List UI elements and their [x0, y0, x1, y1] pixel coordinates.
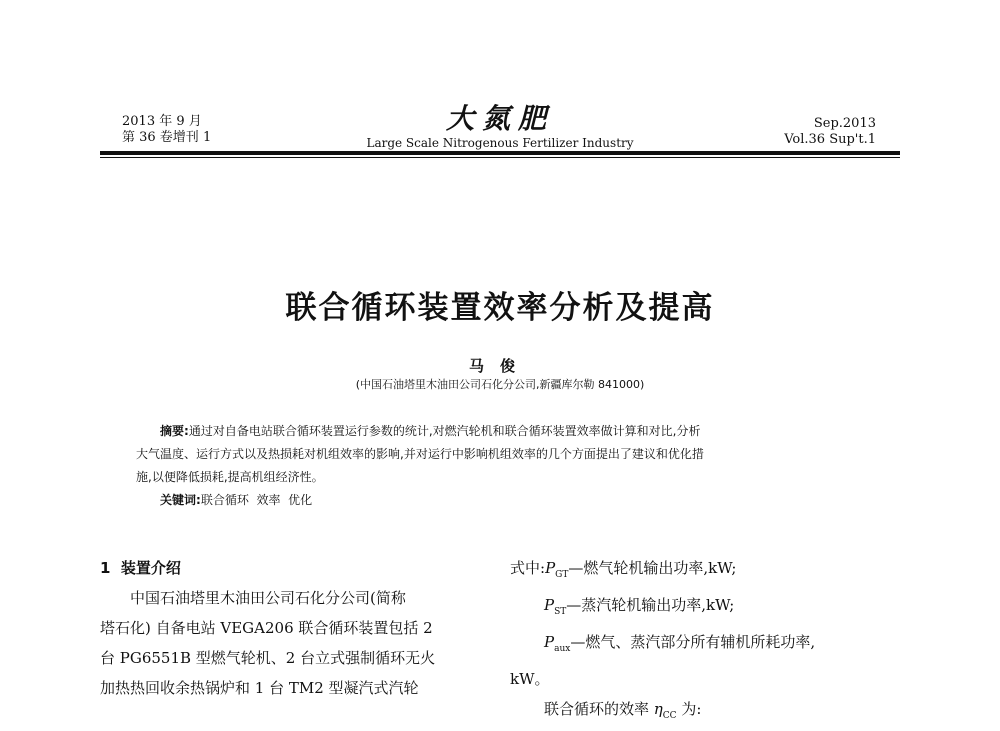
abstract [136, 420, 866, 489]
journal-date: 2013 年 9 月 [122, 114, 202, 129]
keywords [160, 491, 312, 508]
header-rule-thin [100, 157, 900, 158]
abstract-line-1 [136, 420, 866, 443]
keywords-label: 关键词: [160, 493, 201, 507]
keywords-value: 联合循环 效率 优化 [200, 493, 313, 507]
subscript-gt: GT [555, 570, 569, 580]
body-line-3: 台 PG6551B 型燃气轮机、2 台立式强制循环无火 [100, 649, 436, 667]
article-title: 联合循环装置效率分析及提高 [285, 290, 715, 326]
def-aux-text: —燃气、蒸汽部分所有辅机所耗功率, [570, 633, 816, 651]
body-left-column [100, 553, 488, 703]
efficiency-text: 联合循环的效率 [544, 700, 654, 718]
abstract-line-2: 大气温度、运行方式以及热损耗对机组效率的影响,并对运行中影响机组效率的几个方面提出了建议和优化措 [136, 447, 704, 461]
section-heading: 1 装置介绍 [100, 559, 181, 577]
author-affiliation: (中国石油塔里木油田公司石化分公司,新疆库尔勒 841000) [355, 378, 645, 391]
subscript-aux: aux [554, 644, 571, 654]
journal-volume: 第 36 卷增刊 1 [122, 130, 212, 145]
journal-date-volume-en [784, 116, 876, 148]
symbol-eta: η [653, 700, 663, 718]
body-line-1: 中国石油塔里木油田公司石化分公司(简称 [130, 589, 406, 607]
efficiency-intro [510, 694, 906, 731]
unit-line: kW。 [510, 670, 550, 688]
symbol-p-st: P [544, 596, 555, 614]
def-gt-text: —燃气轮机输出功率,kW; [568, 559, 737, 577]
where-label: 式中: [510, 559, 546, 577]
subscript-st: ST [554, 607, 567, 617]
efficiency-suffix: 为: [676, 700, 702, 718]
formula-def-st [510, 590, 906, 627]
journal-english-name: Large Scale Nitrogenous Fertilizer Industry [366, 136, 634, 150]
symbol-p-aux: P [544, 633, 555, 651]
body-line-2: 塔石化) 自备电站 VEGA206 联合循环装置包括 2 [100, 619, 433, 637]
author-name: 马俊 [468, 357, 531, 375]
abstract-text-1: 通过对自备电站联合循环装置运行参数的统计,对燃汽轮机和联合循环装置效率做计算和对比,分析 [188, 424, 701, 438]
header-rule-thick [100, 151, 900, 155]
subscript-cc: CC [662, 711, 677, 721]
body-line-4: 加热热回收余热锅炉和 1 台 TM2 型凝汽式汽轮 [100, 679, 419, 697]
symbol-p-gt: P [545, 559, 556, 577]
article-author [0, 355, 1000, 376]
abstract-label: 摘要: [160, 424, 189, 438]
abstract-line-3: 施,以便降低损耗,提高机组经济性。 [136, 470, 324, 484]
journal-date-en: Sep.2013 [813, 116, 876, 131]
def-st-text: —蒸汽轮机输出功率,kW; [566, 596, 735, 614]
journal-logo: 大氮肥 [445, 102, 554, 135]
body-right-column [510, 553, 906, 731]
formula-def-gt [510, 553, 906, 590]
formula-def-aux [510, 627, 906, 664]
journal-volume-en: Vol.36 Sup't.1 [784, 132, 876, 147]
